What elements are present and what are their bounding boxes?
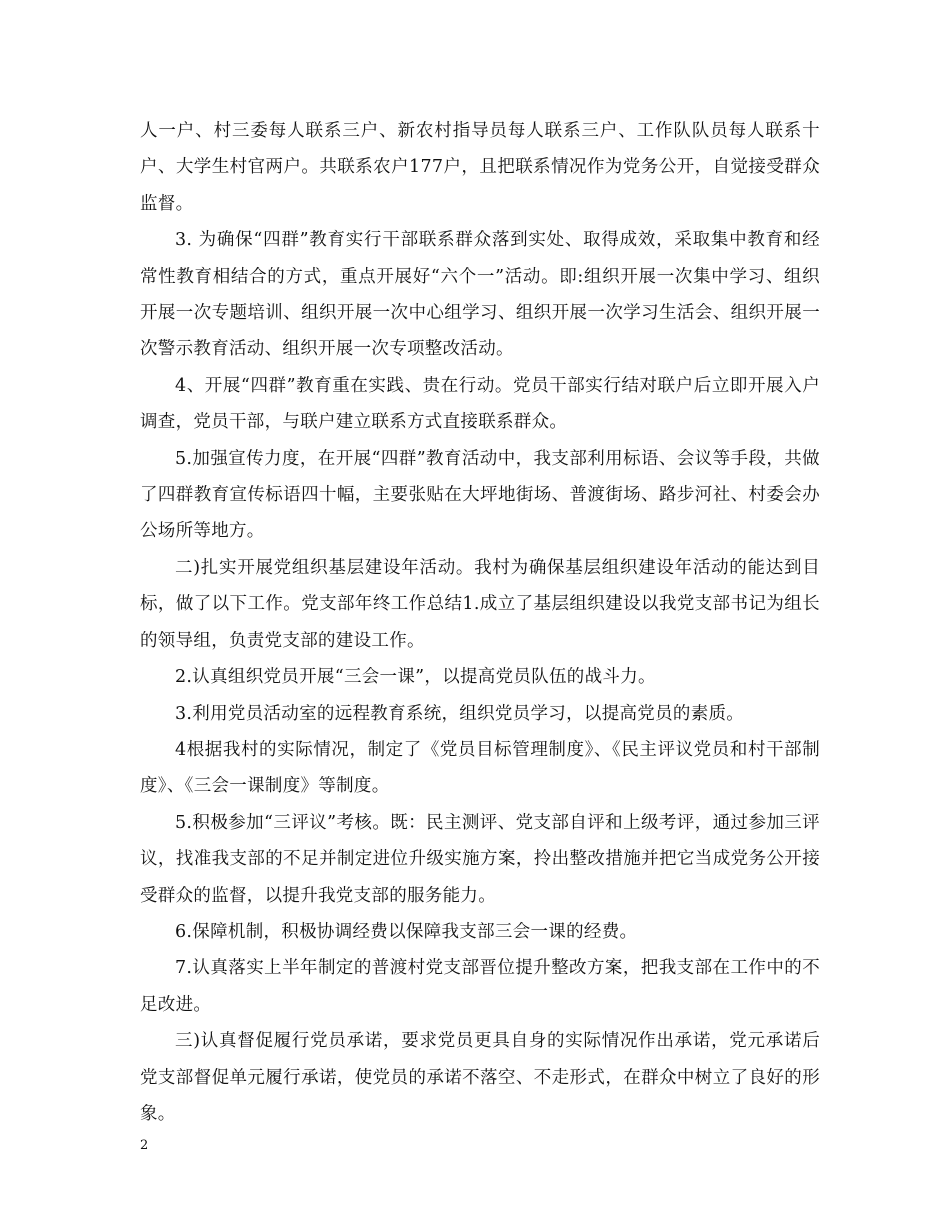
paragraph: 3.利用党员活动室的远程教育系统，组织党员学习，以提高党员的素质。 [175, 703, 745, 724]
paragraph: 4、开展“四群”教育重在实践、贵在行动。党员干部实行结对联户后立即开展入户调查，党员干部，与联户建立联系方式直接联系群众。 [140, 375, 820, 433]
paragraph: 4根据我村的实际情况，制定了《党员目标管理制度》、《民主评议党员和村干部制度》、《三会一课制度》等制度。 [140, 739, 820, 797]
document-body [140, 113, 820, 1132]
paragraph: 6.保障机制，积极协调经费以保障我支部三会一课的经费。 [175, 921, 638, 942]
paragraph: 3. 为确保“四群”教育实行干部联系群众落到实处、取得成效，采取集中教育和经常性教育相结合的方式，重点开展好“六个一”活动。即:组织开展一次集中学习、组织开展一次专题培训、组织开展一次中心组学习、组织开展一次学习生活会、组织开展一次警示教育活动、组织开展一次专项整改活动。 [140, 230, 820, 360]
paragraph: 2.认真组织党员开展“三会一课”，以提高党员队伍的战斗力。 [175, 667, 656, 688]
paragraph: 人一户、村三委每人联系三户、新农村指导员每人联系三户、工作队队员每人联系十户、大学生村官两户。共联系农户177户，且把联系情况作为党务公开，自觉接受群众监督。 [140, 121, 820, 214]
paragraph: 7.认真落实上半年制定的普渡村党支部晋位提升整改方案，把我支部在工作中的不足改进。 [140, 958, 820, 1015]
page-number: 2 [140, 1138, 149, 1153]
paragraph: 三)认真督促履行党员承诺，要求党员更具自身的实际情况作出承诺，党元承诺后党支部督促单元履行承诺，使党员的承诺不落空、不走形式，在群众中树立了良好的形象。 [140, 1031, 820, 1124]
paragraph: 5.加强宣传力度，在开展“四群”教育活动中，我支部利用标语、会议等手段，共做了四群教育宣传标语四十幅，主要张贴在大坪地街场、普渡街场、路步河社、村委会办公场所等地方。 [140, 448, 820, 542]
paragraph: 5.积极参加“三评议”考核。既：民主测评、党支部自评和上级考评，通过参加三评议，找准我支部的不足并制定进位升级实施方案，拎出整改措施并把它当成党务公开接受群众的监督，以提升我党支部的服务能力。 [140, 812, 820, 906]
paragraph: 二)扎实开展党组织基层建设年活动。我村为确保基层组织建设年活动的能达到目标，做了以下工作。党支部年终工作总结1.成立了基层组织建设以我党支部书记为组长的领导组，负责党支部的建设工作。 [140, 557, 820, 651]
